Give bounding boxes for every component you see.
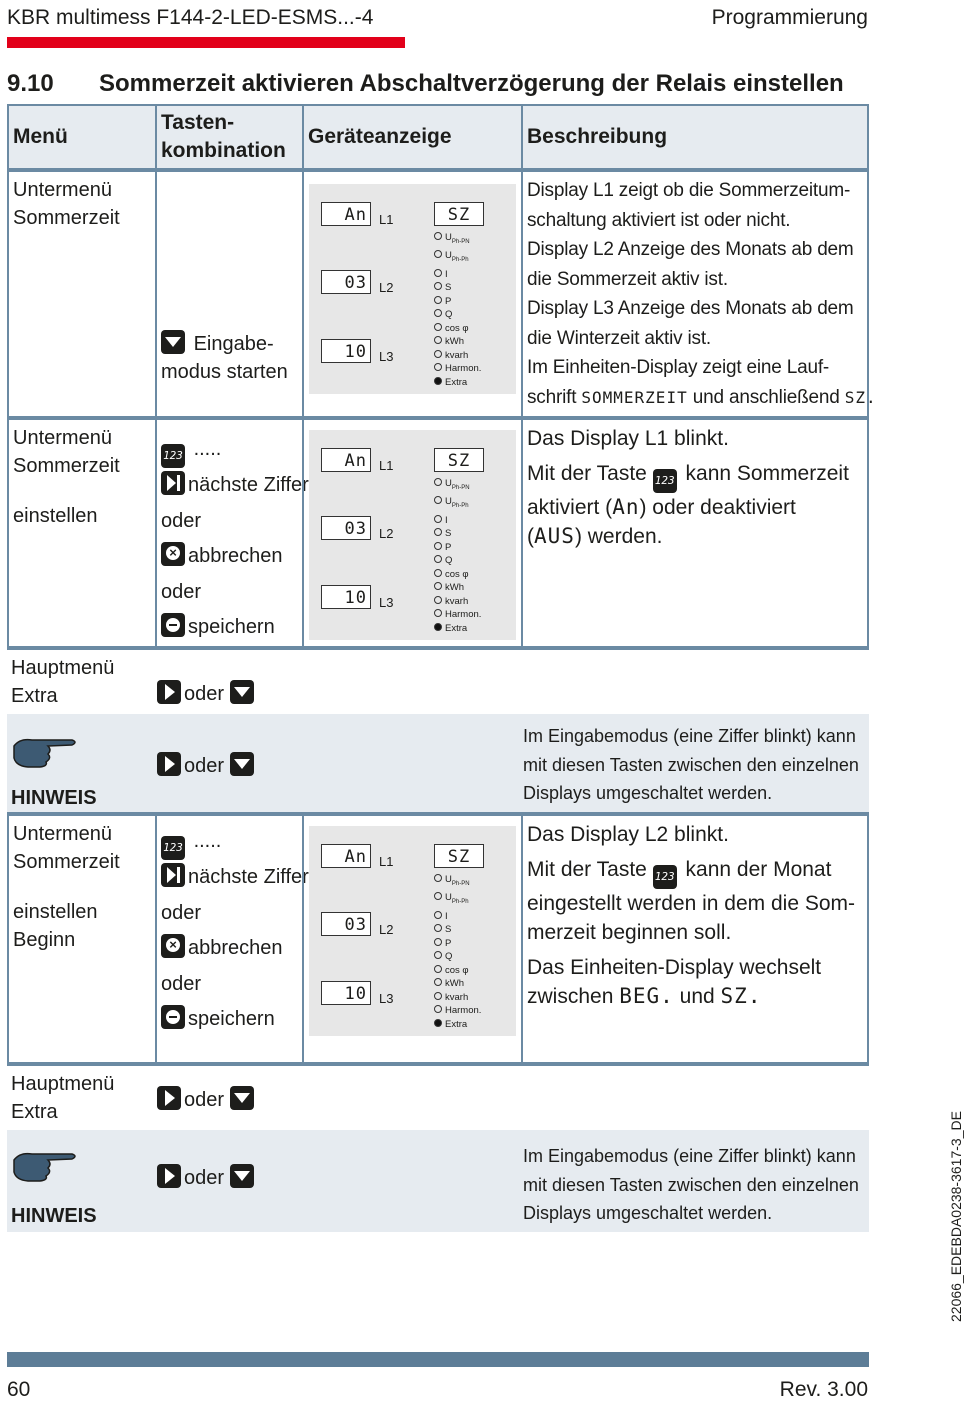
key-123-icon: 123 (653, 469, 677, 493)
led-indicator: S (434, 281, 481, 295)
key-save-icon (161, 1005, 185, 1029)
table-row (7, 812, 869, 1066)
desc-line: schaltung aktiviert ist oder nicht. (527, 209, 791, 231)
key-down-icon (230, 1164, 254, 1188)
hint-box: HINWEIS oder Im Eingabemodus (eine Ziffer blinkt) kann mit diesen Tasten zwischen den einzelnen Displays umgeschaltet werden. (7, 714, 869, 812)
table-row (7, 420, 869, 650)
led-indicator: I (434, 268, 481, 282)
display-cell (302, 172, 521, 416)
key-123-icon: 123 (161, 444, 185, 468)
heading-number: 9.10 (7, 70, 54, 97)
menu-cell (9, 172, 155, 416)
key-text: modus starten (161, 361, 288, 383)
unit-display: SZ (434, 202, 484, 226)
desc-line: die Winterzeit aktiv ist. (527, 327, 711, 349)
led-indicator: $U_{Ph-Ph}$ (434, 249, 481, 267)
desc-cell (521, 172, 877, 416)
doc-title: KBR multimess F144-2-LED-ESMS...-4 (7, 6, 374, 29)
desc-cell: Das Display L1 blinkt. Mit der Taste 123 kann Sommerzeit aktiviert (An) oder deaktiviert (AUS) werden. (521, 420, 871, 646)
display-cell (302, 816, 521, 1062)
key-down-icon (230, 680, 254, 704)
revision: Rev. 3.00 (779, 1378, 868, 1401)
menu-cell: Untermenü Sommerzeit einstellen (13, 427, 120, 527)
device-display (309, 184, 516, 394)
display-cell (302, 420, 521, 646)
key-right-icon (157, 1086, 181, 1110)
key-right-icon (157, 680, 181, 704)
key-123-icon: 123 (653, 865, 677, 889)
key-next-digit-icon (161, 863, 185, 887)
desc-line: Display L1 zeigt ob die Sommerzeitum- (527, 180, 851, 201)
section-title: Programmierung (711, 6, 868, 29)
device-display: An L1 03 L2 10 L3 SZ $U_{Ph-PN}$ $U_{Ph-Ph}$ I S P Q cos φ kWh kvarh Harmon. Extra (309, 430, 516, 640)
table-row (7, 172, 877, 420)
col-display: Geräteanzeige (302, 106, 521, 168)
desc-line: Display L2 Anzeige des Monats ab dem (527, 239, 854, 260)
table-header (7, 104, 869, 172)
page-number: 60 (7, 1378, 31, 1401)
key-down-icon (161, 330, 185, 354)
hint-label: HINWEIS (11, 787, 97, 809)
key-save-icon (161, 613, 185, 637)
led-indicator: P (434, 295, 481, 309)
key-down-icon (230, 1086, 254, 1110)
programming-table (7, 104, 877, 1232)
key-123-icon: 123 (161, 836, 185, 860)
keys-cell: 123 ..... nächste Ziffer oder ×abbrechen oder speichern (155, 420, 302, 646)
pointing-hand-icon (12, 1146, 78, 1186)
display-l1: An (321, 202, 371, 226)
key-down-icon (230, 752, 254, 776)
keys-cell: 123 ..... nächste Ziffer oder ×abbrechen oder speichern (155, 816, 302, 1062)
led-indicator-active: Extra (434, 376, 481, 390)
l3-label: L3 (379, 349, 394, 364)
menu-label: Untermenü (13, 179, 112, 201)
desc-line: Display L3 Anzeige des Monats ab dem (527, 298, 854, 319)
col-menu: Menü (13, 125, 68, 148)
led-indicator: cos φ (434, 322, 481, 336)
l2-label: L2 (379, 280, 394, 295)
led-indicator: Harmon. (434, 362, 481, 376)
key-right-icon (157, 752, 181, 776)
key-text: Eingabe- (193, 333, 274, 355)
led-list (434, 231, 481, 389)
led-indicator: kvarh (434, 349, 481, 363)
footer-bar (7, 1352, 869, 1367)
key-next-digit-icon (161, 471, 185, 495)
desc-line: schrift SOMMERZEIT und anschließend SZ. (527, 386, 877, 408)
document-code: 22066_EDEBDA0238-3617-3_DE (948, 1111, 964, 1322)
menu-cell: Untermenü Sommerzeit einstellen Beginn (13, 823, 120, 951)
menu-label: Sommerzeit (13, 207, 120, 229)
display-l2: 03 (321, 270, 371, 294)
desc-line: Im Einheiten-Display zeigt eine Lauf- (527, 357, 830, 378)
led-indicator: Q (434, 308, 481, 322)
col-keys: Tasten- kombination (155, 106, 302, 168)
header-accent-bar (7, 37, 405, 48)
led-indicator: $U_{Ph-PN}$ (434, 231, 481, 249)
hint-box: HINWEIS oder Im Eingabemodus (eine Ziffer blinkt) kann mit diesen Tasten zwischen den einzelnen Displays umgeschaltet werden. (7, 1130, 869, 1232)
table-row: Hauptmenü Extra oder (7, 1066, 869, 1130)
desc-line: die Sommerzeit aktiv ist. (527, 268, 728, 290)
display-l3: 10 (321, 339, 371, 363)
hint-label: HINWEIS (11, 1205, 97, 1227)
led-indicator: kWh (434, 335, 481, 349)
key-cancel-icon (161, 542, 185, 566)
pointing-hand-icon (12, 732, 78, 772)
device-display: An L1 03 L2 10 L3 SZ $U_{Ph-PN}$ $U_{Ph-Ph}$ I S P Q cos φ kWh kvarh Harmon. Extra (309, 826, 516, 1036)
table-row: Hauptmenü Extra oder (7, 650, 869, 714)
heading-text: Sommerzeit aktivieren Abschaltverzögerung der Relais einstellen (99, 70, 844, 97)
keys-cell (155, 172, 302, 416)
l1-label: L1 (379, 212, 394, 227)
col-desc: Beschreibung (521, 106, 871, 168)
key-cancel-icon (161, 934, 185, 958)
desc-cell: Das Display L2 blinkt. Mit der Taste 123 kann der Monat eingestellt werden in dem die Som- merzeit beginnen soll. Das Einheiten-Display wechselt zwischen BEG. und SZ. (521, 816, 871, 1062)
section-heading (7, 70, 844, 98)
key-right-icon (157, 1164, 181, 1188)
